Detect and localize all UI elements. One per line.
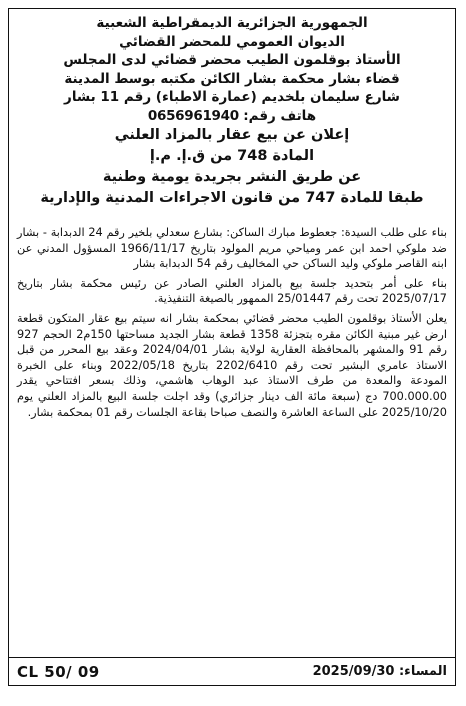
paragraph-announcement: يعلن الأستاذ بوقلمون الطيب محضر قضائي بمحكمة بشار انه سيتم بيع عقار المتكون قطعة ارض غير مبنية الكائن مقره بتجزئة 1358 قطعة بشار الجديد مساحتها 150م2 الحجم 927 رقم 91 والمشهر بالمحافظة العقارية لولاية بشار 2024/04/01 وعقد بيع المحرر من قبل الاستاذ عامري البشير تحت رقم 2202/6410 بتاريخ 2022/05/18 وبناء على الخبرة المودعة والمعدة من طرف الاستاذ عبد الوهاب هاشمي، وذلك بسعر افتتاحي يقدر 700.000.00 دج (سبعة مائة الف دينار جزائري) وقد اجلت جلسة البيع بالمزاد العلني يوم 2025/10/20 على الساعة العاشرة والنصف صباحا بقاعة الجلسات رقم 01 بمحكمة بشار. — [17, 311, 448, 419]
header-phone — [15, 107, 449, 126]
legal-notice — [8, 8, 456, 686]
notice-header — [9, 9, 455, 209]
publication-date: المساء: 2025/09/30 — [312, 664, 447, 679]
header-line-address: شارع سليمان بلخديم (عمارة الاطباء) رقم 11 بشار — [64, 89, 400, 105]
notice-legal-basis: طبقا للمادة 747 من قانون الاجراءات المدنية والإدارية — [40, 190, 424, 206]
paragraph-order: بناء على أمر بتحديد جلسة بيع بالمزاد العلني الصادر عن رئيس محكمة بشار بتاريخ 2025/07/17 تحت رقم 25/01447 الممهور بالصيغة التنفيذية. — [17, 276, 447, 306]
header-line-office: الديوان العمومي للمحضر القضائي — [119, 33, 345, 50]
header-line-republic: الجمهورية الجزائرية الديمقراطية الشعبية — [96, 15, 368, 31]
notice-code: CL 50/ 09 — [17, 662, 100, 681]
notice-publication: عن طريق النشر بجريدة يومية وطنية — [102, 169, 362, 185]
phone-number: 0656961940 — [147, 107, 239, 124]
paragraph-request: بناء على طلب السيدة: جعطوط مبارك الساكن: بشارع سعدلي بلخير رقم 24 الدبدابة - بشار ضد ملوكي احمد ابن عمر ومياحي مريم المولود بتاريخ 1966/11/17 المسؤول المدني عن ابنه القاصر ملوكي وليد الساكن حي المخاليف رقم 54 الدبدابة بشار — [17, 226, 447, 271]
notice-title: إعلان عن بيع عقار بالمزاد العلني — [114, 127, 350, 143]
header-line-court: قضاء بشار محكمة بشار الكائن مكتبه بوسط المدينة — [64, 70, 400, 87]
phone-label: هاتف رقم: — [243, 107, 317, 124]
header-line-bailiff: الأستاذ بوقلمون الطيب محضر قضائي لدى المجلس — [63, 52, 401, 68]
notice-footer — [9, 657, 455, 685]
notice-article: المادة 748 من ق.إ. م.إ — [149, 148, 315, 164]
notice-body — [9, 225, 455, 420]
